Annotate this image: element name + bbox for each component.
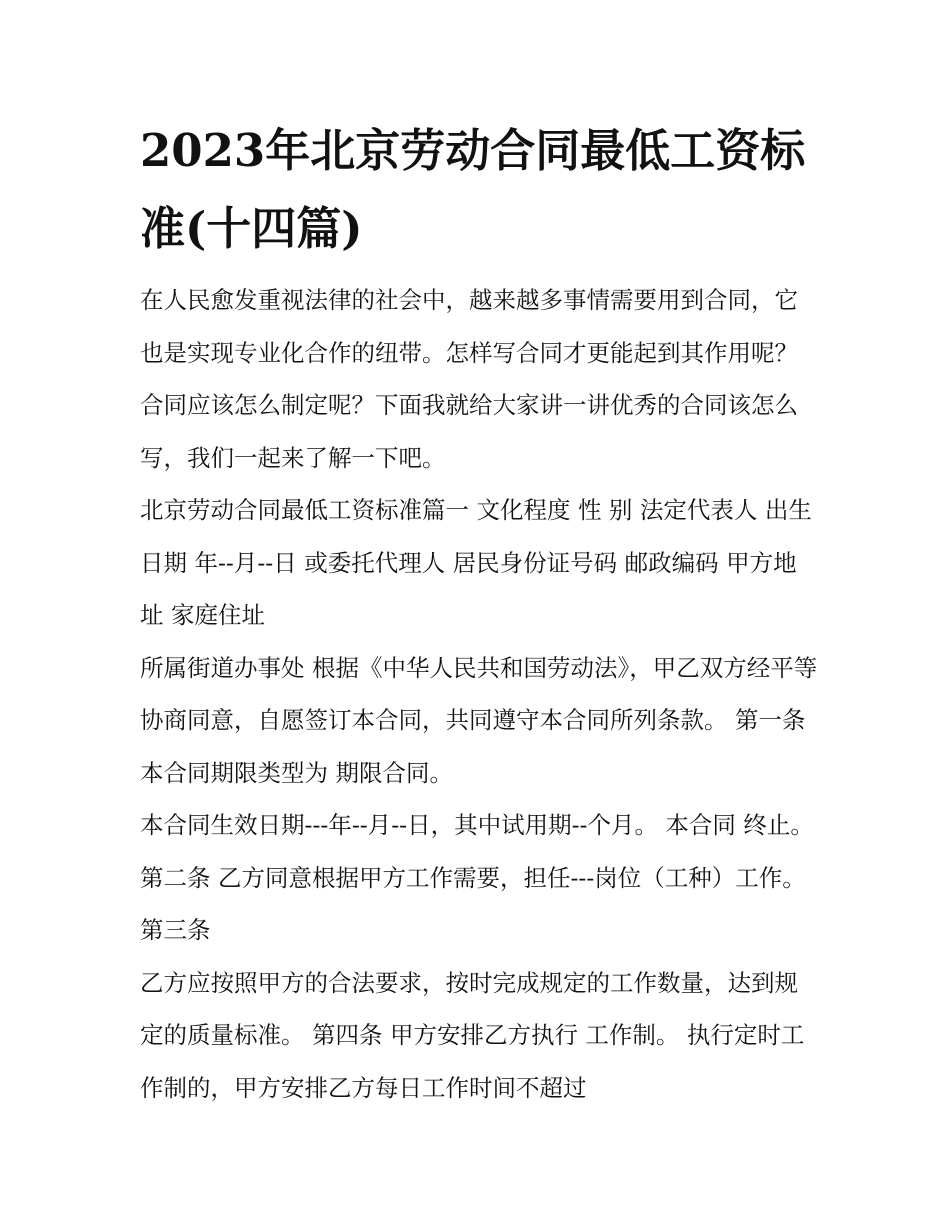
document-page [140,112,820,1114]
paragraph-article-3-4: 乙方应按照甲方的合法要求，按时完成规定的工作数量，达到规定的质量标准。 第四条 甲方安排乙方执行 工作制。 执行定时工作制的，甲方安排乙方每日工作时间不超过 [140,968,805,1102]
document-title: 2023年北京劳动合同最低工资标准(十四篇) [140,124,806,255]
paragraph-party-info: 北京劳动合同最低工资标准篇一 文化程度 性 别 法定代表人 出生日期 年--月--日 或委托代理人 居民身份证号码 邮政编码 甲方地址 家庭住址 [140,496,812,629]
paragraph-intro: 在人民愈发重视法律的社会中，越来越多事情需要用到合同，它也是实现专业化合作的纽带。怎样写合同才更能起到其作用呢？合同应该怎么制定呢？下面我就给大家讲一讲优秀的合同该怎么写，我们一起来了解一下吧。 [140,286,798,472]
paragraph-article-1: 所属街道办事处 根据《中华人民共和国劳动法》，甲乙双方经平等协商同意，自愿签订本合同，共同遵守本合同所列条款。 第一条 本合同期限类型为 期限合同。 [140,653,818,787]
paragraph-article-2: 本合同生效日期---年--月--日，其中试用期--个月。 本合同 终止。 第二条 乙方同意根据甲方工作需要，担任---岗位（工种）工作。 第三条 [140,811,814,944]
